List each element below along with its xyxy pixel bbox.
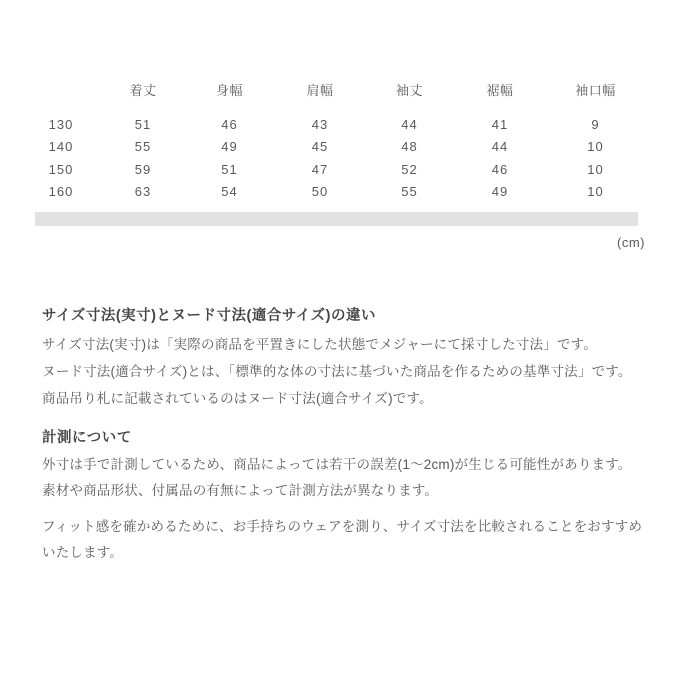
col-header-body-width: 身幅: [215, 83, 243, 98]
cell-value: 49: [221, 139, 238, 155]
table-row: [20, 113, 645, 136]
col-header-hem-width: 裾幅: [486, 83, 514, 98]
cell-value: 52: [401, 161, 418, 177]
col-header-cuff-width: 袖口幅: [575, 83, 616, 98]
cell-value: 50: [311, 184, 329, 200]
size-label: 150: [48, 161, 74, 177]
cell-value: 46: [221, 116, 238, 132]
size-table-header-row: [20, 80, 645, 96]
size-table: [20, 80, 645, 203]
cell-value: 10: [587, 184, 604, 200]
cell-value: 10: [587, 139, 604, 155]
cell-value: 44: [491, 139, 509, 155]
table-row: [20, 181, 645, 204]
section-measurement: [0, 429, 680, 566]
section-heading: サイズ寸法(実寸)とヌード寸法(適合サイズ)の違い: [42, 308, 376, 324]
col-header-body-length: 着丈: [129, 83, 157, 98]
section-body: [42, 452, 650, 504]
body-line: 素材や商品形状、付属品の有無によって計測方法が異なります。: [42, 483, 439, 498]
section-body: [42, 331, 650, 412]
cell-value: 55: [401, 184, 418, 200]
table-row: [20, 158, 645, 181]
body-line: サイズ寸法(実寸)は「実際の商品を平置きにした状態でメジャーにて採寸した寸法」です。: [42, 337, 597, 352]
table-row: [20, 136, 645, 159]
body-line: 外寸は手で計測しているため、商品によっては若干の誤差(1〜2cm)が生じる可能性があります。: [42, 457, 632, 472]
col-header-shoulder-width: 肩幅: [306, 83, 334, 98]
cell-value: 47: [311, 161, 329, 177]
cell-value: 51: [221, 161, 238, 177]
cell-value: 49: [491, 184, 509, 200]
size-label: 130: [48, 116, 74, 132]
cell-value: 59: [134, 161, 152, 177]
cell-value: 51: [134, 116, 152, 132]
cell-value: 43: [311, 116, 329, 132]
cell-value: 63: [134, 184, 152, 200]
size-label: 140: [48, 139, 74, 155]
cell-value: 55: [134, 139, 152, 155]
cell-value: 10: [587, 161, 604, 177]
cell-value: 54: [221, 184, 238, 200]
cell-value: 45: [311, 139, 329, 155]
col-header-sleeve-length: 袖丈: [395, 83, 423, 98]
unit-label: (cm): [617, 235, 645, 250]
section-size-definition: [0, 307, 680, 412]
body-line: 商品吊り札に記載されているのはヌード寸法(適合サイズ)です。: [42, 391, 433, 406]
section-heading: 計測について: [42, 430, 132, 446]
size-label: 160: [48, 184, 74, 200]
body-line: ヌード寸法(適合サイズ)とは、「標準的な体の寸法に基づいた商品を作るための基準寸法」です。: [42, 364, 632, 379]
cell-value: 46: [491, 161, 509, 177]
cell-value: 44: [401, 116, 418, 132]
cell-value: 9: [591, 116, 600, 132]
fit-recommendation-note: フィット感を確かめるために、お手持ちのウェアを測り、サイズ寸法を比較されることをおすすめいたします。: [42, 519, 643, 560]
cell-value: 41: [491, 116, 509, 132]
horizontal-scrollbar[interactable]: [35, 212, 638, 226]
cell-value: 48: [401, 139, 418, 155]
